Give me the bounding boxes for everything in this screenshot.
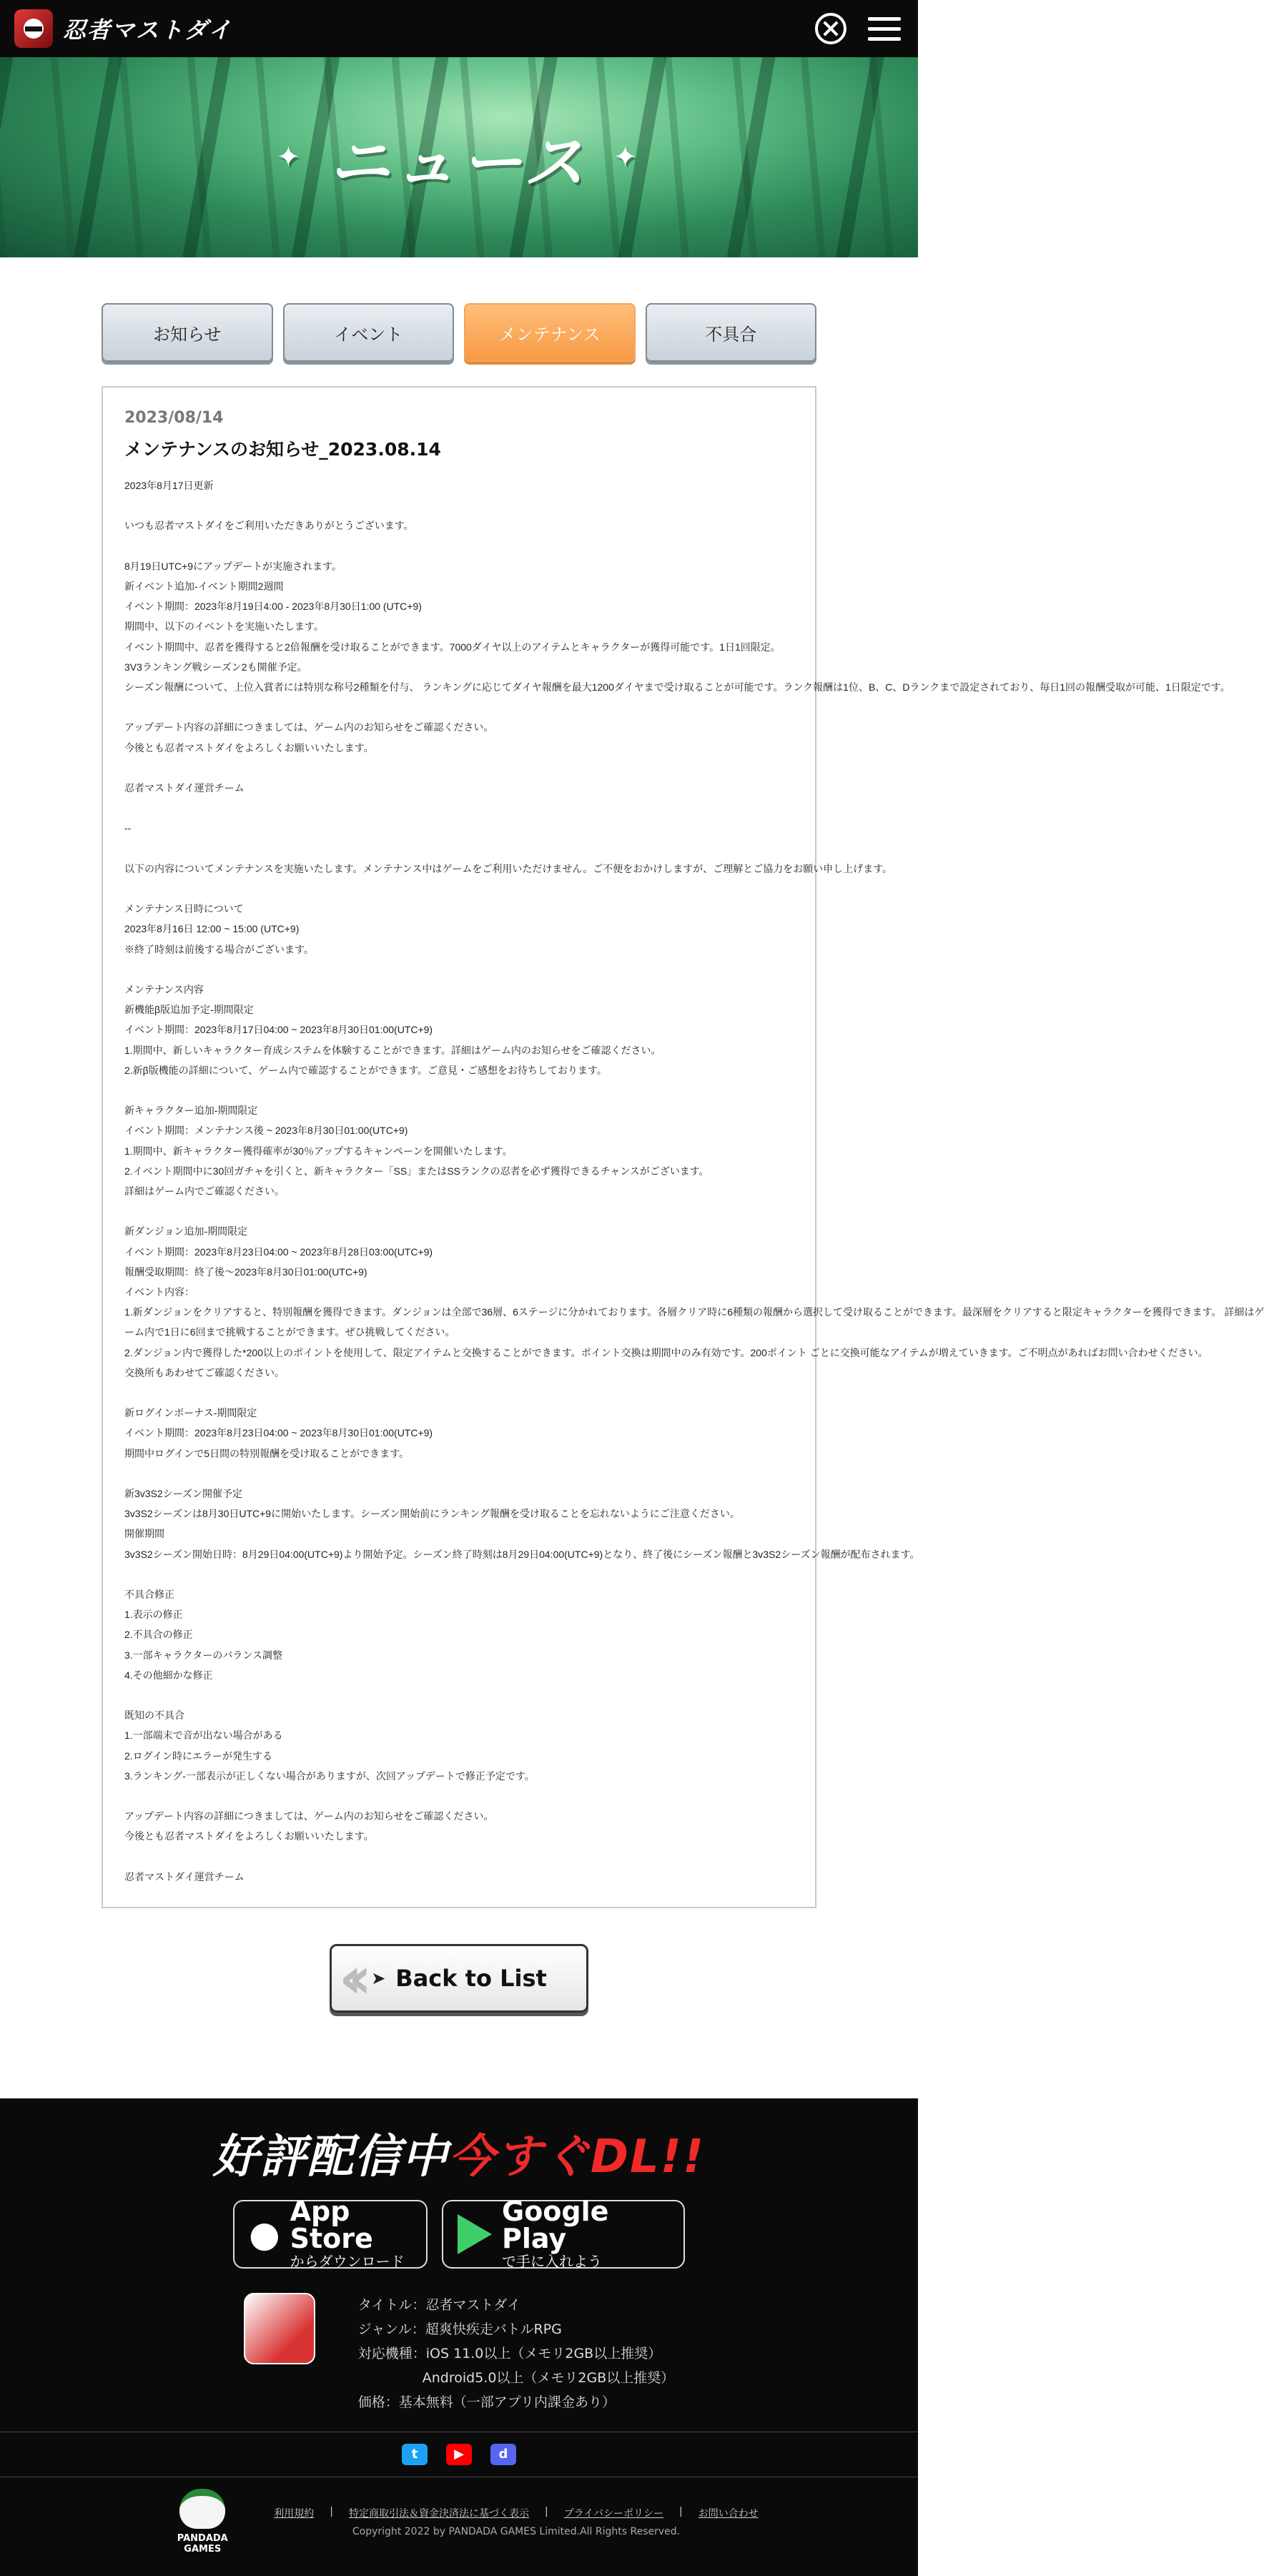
article-line: 3v3S2シーズン開始日時：8月29日04:00(UTC+9)より開始予定。シーズン終了時刻は8月29日04:00(UTC+9)となり、終了後にシーズン報酬と3v3S2シーズン報酬が配布されます。 [124, 1548, 920, 1560]
article-line: 開催期間 [124, 1528, 164, 1540]
banner-white-text: 好評配信中 [212, 2130, 449, 2183]
tab-maintenance[interactable]: メンテナンス [464, 303, 636, 362]
article-line: イベント期間：メンテナンス後 ~ 2023年8月30日01:00(UTC+9) [124, 1125, 408, 1137]
article-line [124, 879, 794, 899]
article-line: 以下の内容についてメンテナンスを実施いたします。メンテナンス中はゲームをご利用いただけません。ご不便をおかけしますが、ご理解とご協力をお願い申し上げます。 [124, 862, 893, 874]
article-line: イベント期間中、忍者を獲得すると2倍報酬を受け取ることができます。7000ダイヤ以上のアイテムとキャラクターが獲得可能です。1日1回限定。 [124, 641, 781, 653]
article-line [124, 1383, 794, 1403]
back-to-list-button[interactable] [330, 1944, 588, 2013]
app-store-main: App Store [290, 2195, 373, 2254]
ninja-logo-icon [14, 9, 53, 48]
close-icon[interactable] [815, 13, 846, 44]
article-line [124, 758, 794, 778]
article-line: 1.一部端末で音が出ない場合がある [124, 1729, 283, 1742]
info-genre: ジャンル：超爽快疾走バトルRPG [357, 2321, 562, 2337]
article-line: 新ダンジョン追加-期間限定 [124, 1225, 248, 1238]
article-line: 新キャラクター追加-期間限定 [124, 1105, 258, 1117]
article-date: 2023/08/14 [124, 409, 224, 427]
article-line: イベント期間：2023年8月19日4:00 - 2023年8月30日1:00 (UTC+9) [124, 601, 422, 613]
article-line: 3v3S2シーズンは8月30日UTC+9に開始いたします。シーズン開始前にランキング報酬を受け取ることを忘れないようにご注意ください。 [124, 1508, 740, 1520]
article-body [124, 475, 1264, 1887]
article-line: -- [124, 822, 132, 834]
page-title: ニュース [329, 127, 589, 199]
tab-notice[interactable]: お知らせ [102, 303, 273, 362]
article-line: いつも忍者マストダイをご利用いただきありがとうございます。 [124, 520, 414, 532]
twitter-icon[interactable]: t [402, 2444, 428, 2465]
google-play-icon [458, 2214, 492, 2254]
article-line: 新ログインボーナス-期間限定 [124, 1407, 257, 1419]
article-line: 1.期間中、新しいキャラクター育成システムを体験することができます。詳細はゲーム内のお知らせをご確認ください。 [124, 1044, 661, 1056]
contact-link[interactable]: お問い合わせ [698, 2507, 759, 2520]
article-line: 3V3ランキング戦シーズン2も開催予定。 [124, 661, 307, 673]
hero-banner [0, 57, 918, 257]
info-price: 価格：基本無料（一部アプリ内課金あり） [357, 2394, 616, 2410]
privacy-link[interactable]: プライバシーポリシー [563, 2507, 664, 2520]
article-line: イベント内容： [124, 1285, 194, 1298]
article-line: 不具合修正 [124, 1588, 174, 1600]
article-line: イベント期間：2023年8月17日04:00 ~ 2023年8月30日01:00(UTC+9) [124, 1024, 433, 1036]
article-line [124, 839, 794, 859]
article-line: 2.新β版機能の詳細について、ゲーム内で確認することができます。ご意見・ご感想をお待ちしております。 [124, 1064, 607, 1076]
google-play-button[interactable] [442, 2195, 685, 2270]
article-line: 今後とも忍者マストダイをよろしくお願いいたします。 [124, 741, 374, 754]
commerce-law-link[interactable]: 特定商取引法＆資金決済法に基づく表示 [348, 2507, 529, 2520]
article-line: 報酬受取期間：終了後～2023年8月30日01:00(UTC+9) [124, 1265, 367, 1278]
article-line: 1.新ダンジョンをクリアすると、特別報酬を獲得できます。ダンジョンは全部で36層、6ステージに分かれております。各層クリア時に6種類の報酬から選択して受け取ることができます。最深層をクリアすると限定キャラクターを獲得できます。 詳細はゲ [124, 1306, 1264, 1318]
article-line [124, 536, 794, 556]
article-line: アップデート内容の詳細につきましては、ゲーム内のお知らせをご確認ください。 [124, 721, 494, 734]
article-line: イベント期間：2023年8月23日04:00 ~ 2023年8月30日01:00(UTC+9) [124, 1427, 433, 1439]
menu-icon[interactable] [868, 17, 901, 41]
article-line: 4.その他細かな修正 [124, 1669, 213, 1681]
article-line: 3.一部キャラクターのバランス調整 [124, 1649, 282, 1661]
article-line: 2.ダンジョン内で獲得した*200以上のポイントを使用して、限定アイテムと交換することができます。ポイント交換は期間中のみ有効です。200ポイント ごとに交換可能なアイテムが増えていきます。ご不明点があればお問い合わせください。 [124, 1346, 1208, 1358]
google-play-main: Google Play [502, 2195, 609, 2254]
article-line [124, 1847, 794, 1867]
app-info [358, 2293, 675, 2414]
google-play-sub: で手に入れよう [502, 2252, 602, 2270]
discord-icon[interactable]: d [490, 2444, 516, 2465]
article-line: 既知の不具合 [124, 1709, 184, 1722]
article-line: ーム内で1日に6回まで挑戦することができます。ぜひ挑戦してください。 [124, 1326, 455, 1338]
banner-red-text: 今すぐDL!! [448, 2130, 706, 2183]
apple-icon: ● [249, 2213, 280, 2255]
article-line: 1.期間中、新キャラクター獲得確率が30％アップするキャンペーンを開催いたします。 [124, 1145, 513, 1157]
article-line: 新機能β版追加予定-期間限定 [124, 1004, 254, 1016]
panda-icon [179, 2489, 225, 2529]
article-line [124, 959, 794, 979]
article-line: メンテナンス内容 [124, 983, 204, 995]
tab-bug[interactable]: 不具合 [646, 303, 817, 362]
company-logo [159, 2489, 245, 2555]
article-line [124, 1786, 794, 1806]
article-line: イベント期間：2023年8月23日04:00 ~ 2023年8月28日03:00(UTC+9) [124, 1245, 433, 1258]
info-title: タイトル：忍者マストダイ [357, 2296, 520, 2313]
article-line: 期間中、以下のイベントを実施いたします。 [124, 621, 324, 633]
top-bar [0, 0, 918, 57]
brand-logo[interactable] [14, 9, 232, 48]
article-line [124, 1685, 794, 1705]
back-arrow-icon: ➤ [371, 1968, 386, 1988]
article-line: 2.ログイン時にエラーが発生する [124, 1750, 272, 1762]
article-line [124, 1080, 794, 1100]
site-footer: 好評配信中今すぐDL!! ● App Store からダウンロード Google Play で手に入れよう タイトル：忍者マストダイ ジャンル：超爽快疾走バトルRPG 対応機種：iOS 11.0以上（メモリ2GB以上推奨） Android5.0以上（メモリ2GB以上推奨） 価格：基本無料（一部アプリ内課金あり） t ▶ d PANDADA GAMES 利用規約 | 特定商取引法＆資金決済法に基づく表示 | プライバシーポリシー | お問い合わせ Copyright 2022 by PANDADA GAMES Limited.All Rights Reserved. [0, 2098, 918, 2576]
article-line: 2.イベント期間中に30回ガチャを引くと、新キャラクター「SS」またはSSランクの忍者を必ず獲得できるチャンスがございます。 [124, 1165, 709, 1177]
news-article [102, 386, 1264, 1908]
copyright: Copyright 2022 by PANDADA GAMES Limited.All Rights Reserved. [352, 2525, 681, 2537]
article-line [124, 798, 794, 818]
article-line: 新イベント追加-イベント期間2週間 [124, 580, 284, 592]
info-android: Android5.0以上（メモリ2GB以上推奨） [422, 2369, 675, 2386]
article-line: 2023年8月17日更新 [124, 480, 214, 491]
article-line: 新3v3S2シーズン開催予定 [124, 1487, 242, 1499]
article-title: メンテナンスのお知らせ_2023.08.14 [124, 439, 441, 460]
article-line: 1.表示の修正 [124, 1609, 183, 1621]
article-line: 交換所もあわせてご確認ください。 [124, 1366, 285, 1378]
app-store-sub: からダウンロード [290, 2252, 405, 2270]
article-line: アップデート内容の詳細につきましては、ゲーム内のお知らせをご確認ください。 [124, 1810, 494, 1822]
article-line [124, 697, 794, 717]
article-line: 忍者マストダイ運営チーム [124, 781, 245, 794]
app-store-button[interactable] [233, 2195, 428, 2270]
category-tabs [102, 303, 816, 362]
article-line [124, 1201, 794, 1221]
logo-text: 忍者マストダイ [63, 16, 233, 44]
article-line: 期間中ログインで5日間の特別報酬を受け取ることができます。 [124, 1447, 409, 1459]
app-icon [244, 2293, 315, 2364]
article-line: 8月19日UTC+9にアップデートが実施されます。 [124, 560, 342, 572]
article-line: 2023年8月16日 12:00 ~ 15:00 (UTC+9) [124, 923, 300, 935]
article-line: 忍者マストダイ運営チーム [124, 1870, 245, 1882]
info-devices: 対応機種：iOS 11.0以上（メモリ2GB以上推奨） [357, 2345, 662, 2362]
article-line: メンテナンス日時について [124, 903, 244, 915]
article-line: ※終了時刻は前後する場合がございます。 [124, 943, 314, 955]
article-line: 詳細はゲーム内でご確認ください。 [124, 1185, 285, 1197]
article-line: シーズン報酬について、上位入賞者には特別な称号2種類を付与、 ランキングに応じてダイヤ報酬を最大1200ダイヤまで受け取ることが可能です。ランク報酬は1位、B、C、Dランクまで設定されており、毎日1回の報酬受取が可能、1日限定です。 [124, 681, 1230, 693]
sparkle-icon: ✦ [613, 141, 642, 174]
article-line [124, 495, 794, 515]
article-line: 2.不具合の修正 [124, 1629, 193, 1641]
chevron-left-icon: ‹‹ [339, 1945, 357, 2012]
sparkle-icon: ✦ [276, 141, 305, 174]
company-name: PANDADA GAMES [177, 2532, 228, 2555]
download-banner [0, 2120, 918, 2186]
article-line [124, 1564, 794, 1584]
article-line: 今後とも忍者マストダイをよろしくお願いいたします。 [124, 1830, 374, 1842]
terms-link[interactable]: 利用規約 [274, 2507, 315, 2520]
back-to-list-label: Back to List [395, 1964, 547, 1992]
tab-event[interactable]: イベント [283, 303, 455, 362]
youtube-icon[interactable]: ▶ [446, 2444, 472, 2465]
article-line: 3.ランキング-一部表示が正しくない場合がありますが、次回アップデートで修正予定です。 [124, 1770, 535, 1782]
article-line [124, 1464, 794, 1484]
